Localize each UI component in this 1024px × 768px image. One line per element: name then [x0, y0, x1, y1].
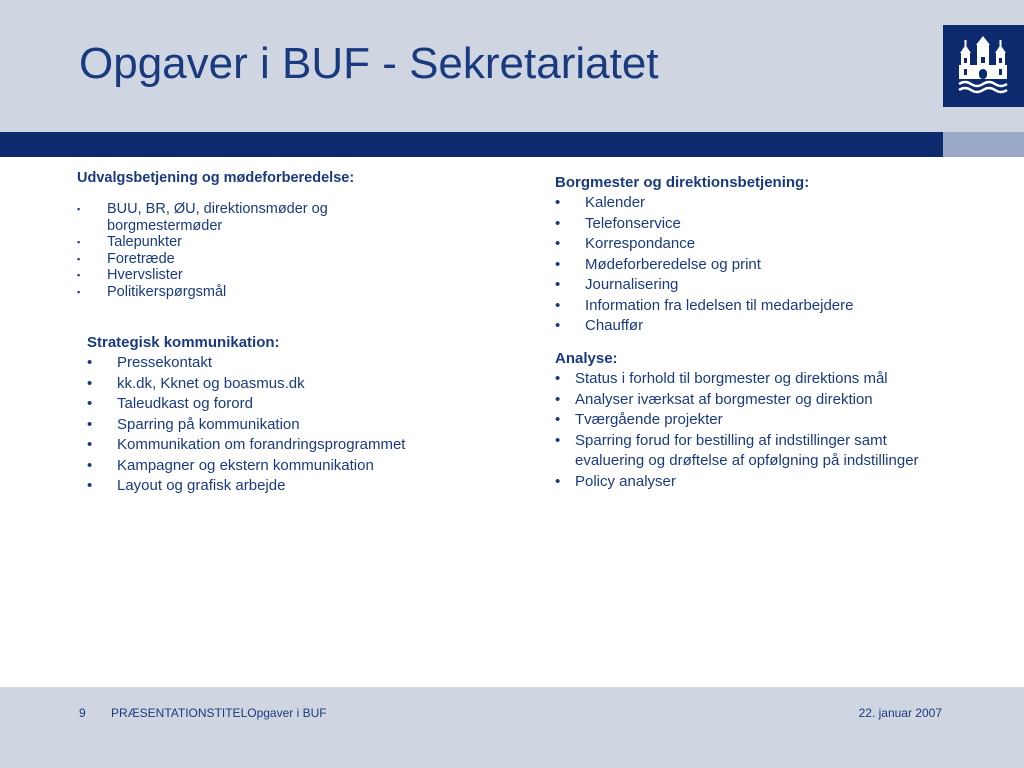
list-item: [77, 284, 417, 301]
bullet-icon: •: [555, 276, 561, 293]
bullet-list: [555, 369, 940, 492]
list-item: [87, 374, 467, 395]
bullet-list: [77, 201, 417, 300]
list-item-text: Pressekontakt: [117, 354, 213, 371]
list-item: [555, 214, 935, 235]
presentation-title: PRÆSENTATIONSTITELOpgaver i BUF: [111, 706, 327, 720]
list-item-text: Kalender: [585, 194, 646, 211]
list-item-text: Taleudkast og forord: [117, 395, 253, 412]
square-bullet-icon: ▪: [77, 237, 81, 247]
bullet-icon: •: [555, 317, 561, 334]
list-item-text: BUU, BR, ØU, direktionsmøder og borgmestermøder: [107, 201, 328, 234]
list-item-text: Status i forhold til borgmester og direktions mål: [575, 370, 888, 387]
section-udvalgsbetjening: [77, 168, 417, 300]
list-item: [555, 193, 935, 214]
list-item: [555, 472, 940, 493]
bullet-icon: •: [555, 214, 561, 232]
list-item: [555, 234, 935, 255]
square-bullet-icon: ▪: [77, 286, 81, 297]
bullet-icon: •: [555, 296, 561, 314]
slide-title: Opgaver i BUF - Sekretariatet: [79, 39, 659, 88]
list-item: [555, 369, 940, 390]
list-item: [87, 476, 467, 497]
list-item: [87, 435, 467, 456]
list-item-text: kk.dk, Kknet og boasmus.dk: [117, 374, 305, 392]
bullet-icon: •: [555, 255, 561, 273]
list-item-text: Kommunikation om forandringsprogrammet: [117, 436, 406, 453]
list-item: [555, 275, 935, 296]
list-item-text: Analyser iværksat af borgmester og direktion: [575, 390, 873, 408]
list-item: [77, 251, 417, 268]
section-strategisk-kommunikation: [87, 333, 467, 497]
list-item-text: Sparring forud for bestilling af indstillinger samt evaluering og drøftelse af opfølgning på indstillinger: [575, 431, 919, 469]
list-item: [77, 201, 417, 234]
bullet-icon: •: [555, 411, 561, 428]
square-bullet-icon: ▪: [77, 253, 81, 264]
bullet-list: [555, 193, 935, 337]
bullet-icon: •: [555, 390, 561, 408]
list-item-text: Telefonservice: [585, 214, 681, 232]
bullet-icon: •: [87, 415, 93, 433]
logo: [943, 25, 1024, 107]
section-heading: Udvalgsbetjening og mødeforberedelse:: [77, 170, 355, 186]
list-item-text: Tværgående projekter: [575, 411, 723, 428]
list-item-text: Politikerspørgsmål: [107, 283, 227, 300]
section-heading: Borgmester og direktionsbetjening:: [555, 174, 810, 191]
list-item-text: Sparring på kommunikation: [117, 415, 300, 433]
bullet-icon: •: [555, 370, 561, 387]
list-item-text: Foretræde: [107, 250, 175, 267]
list-item: [87, 394, 467, 415]
square-bullet-icon: ▪: [77, 270, 81, 280]
list-item: [555, 296, 935, 317]
copenhagen-coat-of-arms-icon: [957, 35, 1009, 97]
list-item-text: Korrespondance: [585, 235, 696, 252]
list-item: [555, 255, 935, 276]
list-item-text: Layout og grafisk arbejde: [117, 477, 286, 494]
section-analyse: [555, 349, 940, 492]
section-heading: Analyse:: [555, 350, 618, 367]
header-band-dark: [0, 132, 943, 157]
slide-footer: [0, 687, 1024, 768]
bullet-icon: •: [87, 436, 93, 453]
list-item: [87, 353, 467, 374]
list-item-text: Chauffør: [585, 317, 644, 334]
bullet-icon: •: [87, 395, 93, 412]
bullet-icon: •: [555, 194, 561, 211]
list-item: [87, 415, 467, 436]
list-item-text: Hvervslister: [107, 267, 183, 283]
list-item-text: Kampagner og ekstern kommunikation: [117, 456, 374, 474]
section-heading: Strategisk kommunikation:: [87, 334, 280, 351]
header-band-light: [943, 132, 1024, 157]
bullet-icon: •: [87, 374, 93, 392]
bullet-icon: •: [87, 456, 93, 474]
bullet-icon: •: [87, 477, 93, 494]
bullet-icon: •: [555, 472, 561, 490]
list-item: [555, 410, 940, 431]
list-item-text: Talepunkter: [107, 234, 182, 250]
bullet-icon: •: [555, 235, 561, 252]
list-item-text: Policy analyser: [575, 472, 676, 490]
list-item-text: Journalisering: [585, 276, 679, 293]
list-item: [77, 267, 417, 284]
footer-date: 22. januar 2007: [858, 706, 942, 720]
list-item: [77, 234, 417, 251]
bullet-icon: •: [555, 431, 561, 449]
square-bullet-icon: ▪: [77, 204, 81, 214]
bullet-icon: •: [87, 354, 93, 371]
list-item: [87, 456, 467, 477]
list-item: [555, 316, 935, 337]
bullet-list: [87, 353, 467, 497]
list-item: [555, 431, 940, 472]
list-item: [555, 390, 940, 411]
section-borgmester-direktionsbetjening: [555, 173, 935, 337]
list-item-text: Mødeforberedelse og print: [585, 255, 761, 273]
page-number: 9: [79, 706, 86, 720]
list-item-text: Information fra ledelsen til medarbejdere: [585, 296, 854, 314]
